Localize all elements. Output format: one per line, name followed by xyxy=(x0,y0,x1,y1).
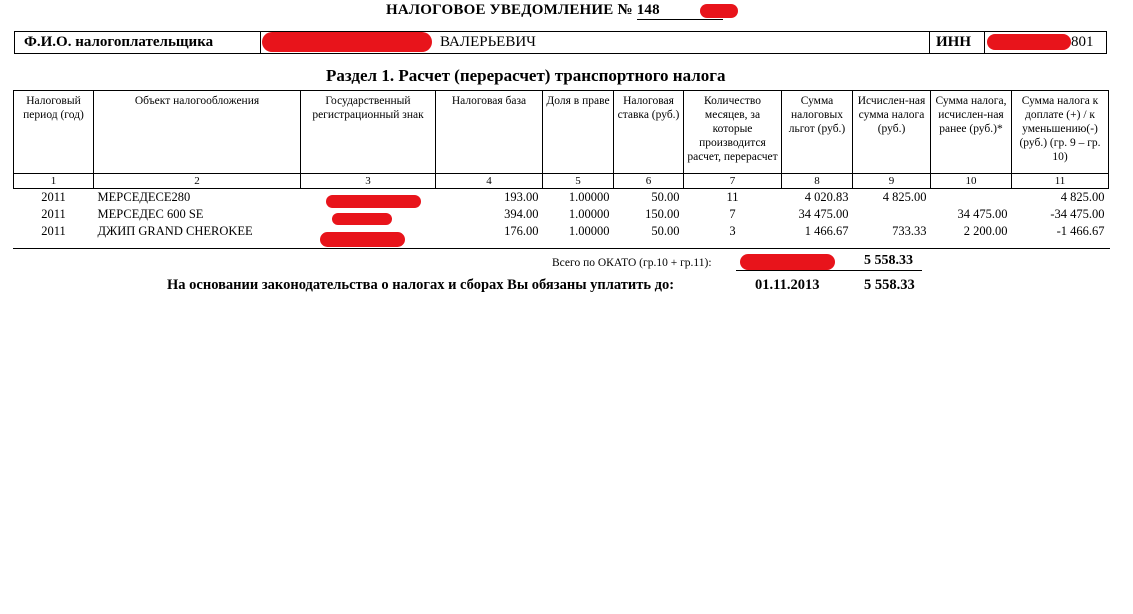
taxpayer-row xyxy=(14,31,1107,54)
header-cell: Сумма налога, исчислен-ная ранее (руб.)* xyxy=(931,91,1012,174)
share-cell: 1.00000 xyxy=(568,190,610,204)
redaction-mark xyxy=(262,32,432,52)
column-number: 7 xyxy=(684,174,782,189)
benefits-cell: 34 475.00 xyxy=(798,207,849,221)
months-cell: 7 xyxy=(729,207,736,221)
difference-cell: 4 825.00 xyxy=(1060,190,1105,204)
redaction-mark xyxy=(320,232,405,247)
column-number: 3 xyxy=(301,174,436,189)
benefits-cell: 1 466.67 xyxy=(804,224,849,238)
column-number: 1 xyxy=(14,174,94,189)
column-number: 6 xyxy=(614,174,684,189)
object-cell: МЕРСЕДЕС 600 SE xyxy=(97,207,204,221)
amount-due: 5 558.33 xyxy=(864,277,915,293)
column-number: 10 xyxy=(931,174,1012,189)
column-number: 2 xyxy=(94,174,301,189)
table-row xyxy=(14,189,1109,207)
computed-tax-cell xyxy=(853,206,931,223)
section-title: Раздел 1. Расчет (перерасчет) транспортного налога xyxy=(326,66,726,85)
difference-cell: -1 466.67 xyxy=(1056,224,1105,238)
notice-number: 148 xyxy=(637,2,723,20)
header-cell: Объект налогообложения xyxy=(94,91,301,174)
previous-tax-cell: 2 200.00 xyxy=(963,224,1008,238)
header-cell: Государственный регистрационный знак xyxy=(301,91,436,174)
redaction-mark xyxy=(326,195,421,208)
redaction-mark xyxy=(700,4,738,18)
benefits-cell: 4 020.83 xyxy=(804,190,849,204)
header-cell: Сумма налоговых льгот (руб.) xyxy=(782,91,853,174)
header-cell: Количество месяцев, за которые производится расчет, перерасчет xyxy=(684,91,782,174)
divider xyxy=(736,270,922,271)
object-cell: ДЖИП GRAND CHEROKEE xyxy=(97,224,253,238)
share-cell: 1.00000 xyxy=(568,224,610,238)
divider xyxy=(13,248,1110,249)
rate-cell: 50.00 xyxy=(651,190,680,204)
divider xyxy=(929,32,930,53)
inn-value: 801 xyxy=(1071,34,1094,50)
notice-title-text: НАЛОГОВОЕ УВЕДОМЛЕНИЕ xyxy=(386,2,614,18)
header-cell: Налоговая ставка (руб.) xyxy=(614,91,684,174)
header-cell: Исчислен-ная сумма налога (руб.) xyxy=(853,91,931,174)
tax-calculation-table xyxy=(13,90,1109,240)
previous-tax-cell: 34 475.00 xyxy=(957,207,1008,221)
header-cell: Доля в праве xyxy=(543,91,614,174)
due-date: 01.11.2013 xyxy=(755,277,820,293)
okato-total-label: Всего по ОКАТО (гр.10 + гр.11): xyxy=(552,257,712,269)
taxpayer-name-value: ВАЛЕРЬЕВИЧ xyxy=(440,34,536,50)
computed-tax-cell: 733.33 xyxy=(892,224,927,238)
column-number: 9 xyxy=(853,174,931,189)
months-cell: 11 xyxy=(726,190,739,204)
column-number: 8 xyxy=(782,174,853,189)
okato-total-value: 5 558.33 xyxy=(864,253,913,268)
column-number: 11 xyxy=(1012,174,1109,189)
taxpayer-name-label: Ф.И.О. налогоплательщика xyxy=(24,34,214,50)
header-cell: Налоговая база xyxy=(436,91,543,174)
table-row xyxy=(14,206,1109,223)
period-cell: 2011 xyxy=(41,190,66,204)
column-number: 4 xyxy=(436,174,543,189)
months-cell: 3 xyxy=(729,224,736,238)
difference-cell: -34 475.00 xyxy=(1050,207,1105,221)
number-sign: № xyxy=(617,2,633,18)
redaction-mark xyxy=(740,254,835,270)
header-cell: Налоговый период (год) xyxy=(14,91,94,174)
header-row xyxy=(14,91,1109,174)
header-cell: Сумма налога к доплате (+) / к уменьшению(-) (руб.) (гр. 9 – гр. 10) xyxy=(1012,91,1109,174)
rate-cell: 50.00 xyxy=(651,224,680,238)
tax-base-cell: 193.00 xyxy=(504,190,539,204)
period-cell: 2011 xyxy=(41,224,66,238)
payment-obligation-text: На основании законодательства о налогах и сборах Вы обязаны уплатить до: xyxy=(167,277,675,293)
tax-base-cell: 394.00 xyxy=(504,207,539,221)
tax-base-cell: 176.00 xyxy=(504,224,539,238)
table-row xyxy=(14,223,1109,240)
divider xyxy=(984,32,985,53)
notice-title xyxy=(386,2,723,20)
computed-tax-cell: 4 825.00 xyxy=(882,190,927,204)
column-number-row xyxy=(14,174,1109,189)
share-cell: 1.00000 xyxy=(568,207,610,221)
inn-label: ИНН xyxy=(936,34,972,50)
rate-cell: 150.00 xyxy=(645,207,680,221)
redaction-mark xyxy=(987,34,1071,50)
redaction-mark xyxy=(332,213,392,225)
object-cell: МЕРСЕДЕСЕ280 xyxy=(97,190,191,204)
period-cell: 2011 xyxy=(41,207,66,221)
divider xyxy=(260,32,261,53)
column-number: 5 xyxy=(543,174,614,189)
previous-tax-cell xyxy=(931,189,1012,207)
